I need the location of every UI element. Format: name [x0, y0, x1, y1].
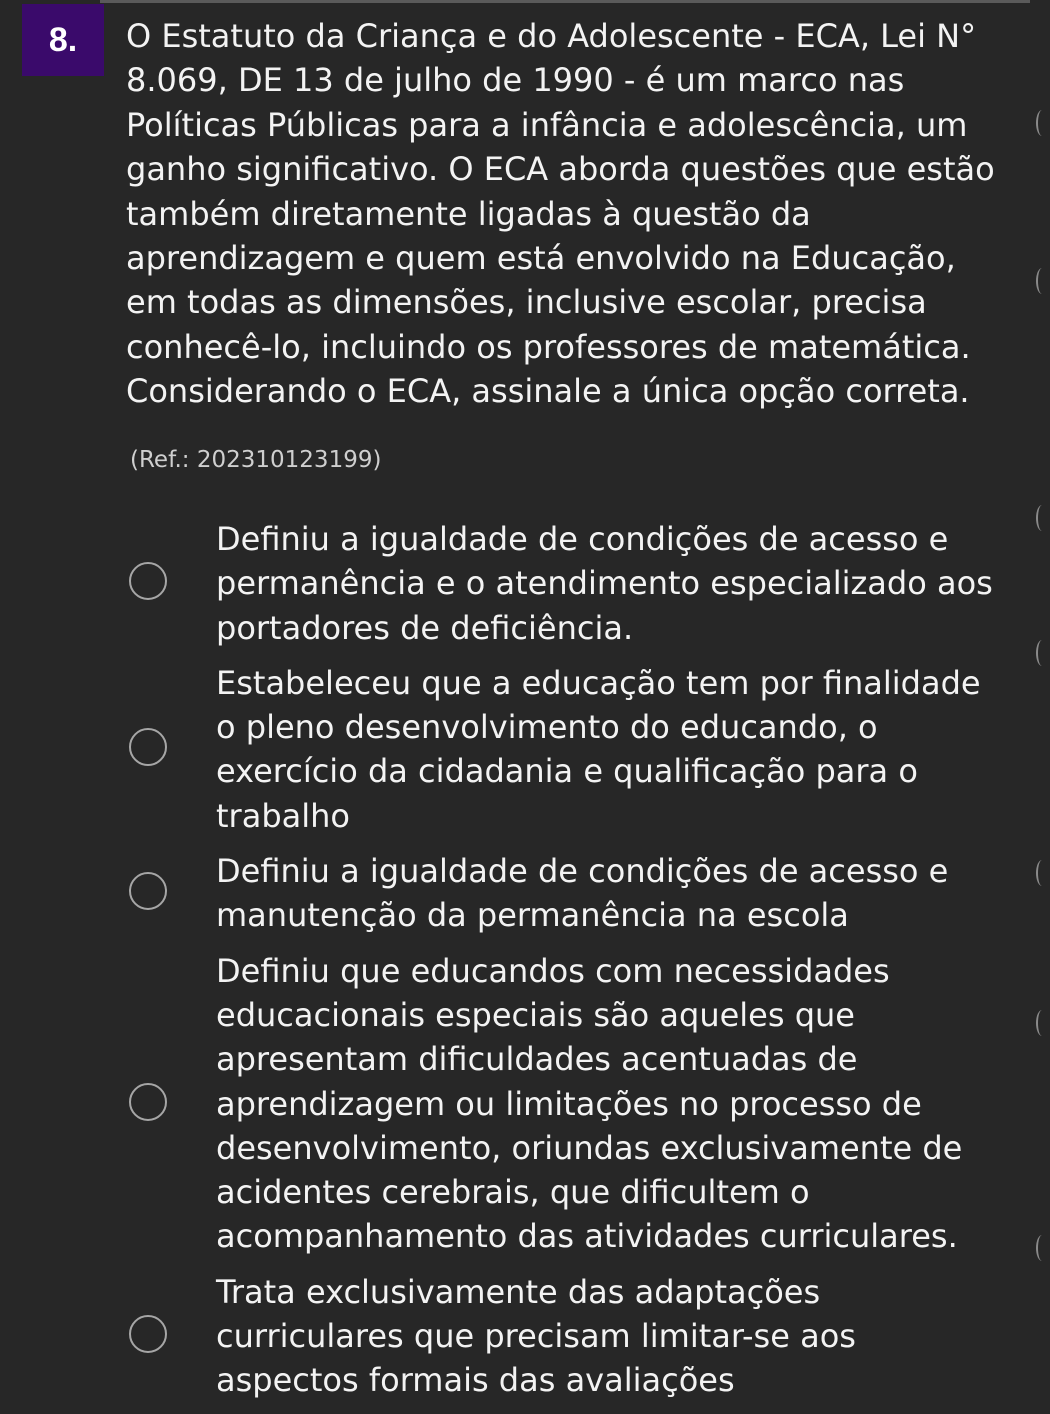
edge-artifact: [1036, 505, 1048, 531]
question-reference: (Ref.: 202310123199): [130, 447, 382, 473]
edge-artifact: [1036, 1010, 1048, 1036]
option-5-text: Trata exclusivamente das adaptações curriculares que precisam limitar-se aos aspectos formais das avaliações: [216, 1272, 856, 1400]
option-3-radio[interactable]: [129, 872, 167, 910]
option-4-radio[interactable]: [129, 1083, 167, 1121]
option-4[interactable]: [0, 949, 1040, 1259]
edge-artifact: [1036, 268, 1048, 294]
top-divider: [100, 0, 1030, 3]
option-5[interactable]: [0, 1270, 1040, 1403]
question-number-badge: 8.: [22, 4, 104, 76]
option-1-text: Definiu a igualdade de condições de acesso e permanência e o atendimento especializado aos portadores de deficiência.: [216, 520, 993, 647]
edge-artifact: [1036, 860, 1048, 886]
option-3[interactable]: [0, 849, 1040, 938]
option-1[interactable]: [0, 517, 1040, 650]
option-1-radio[interactable]: [129, 562, 167, 600]
edge-artifact: [1036, 110, 1048, 136]
option-3-text: Definiu a igualdade de condições de acesso e manutenção da permanência na escola: [216, 852, 949, 935]
option-2-radio[interactable]: [129, 728, 167, 766]
option-2-text: Estabeleceu que a educação tem por finalidade o pleno desenvolvimento do educando, o exercício da cidadania e qualificação para o trabalho: [216, 663, 981, 835]
question-text: O Estatuto da Criança e do Adolescente - ECA, Lei N° 8.069, DE 13 de julho de 1990 - é um marco nas Políticas Públicas para a infância e adolescência, um ganho significativo. O ECA aborda questões que estão também diretamente ligadas à questão da aprendizagem e quem está envolvido na Educação, em todas as dimensões, inclusive escolar, precisa conhecê-lo, incluindo os professores de matemática. Considerando o ECA, assinale a única opção correta.: [126, 17, 995, 411]
option-4-text: Definiu que educandos com necessidades educacionais especiais são aqueles que apresentam dificuldades acentuadas de aprendizagem ou limitações no processo de desenvolvimento, oriundas exclusivamente de acidentes cerebrais, que dificultem o acompanhamento das atividades curriculares.: [216, 951, 963, 1256]
option-5-radio[interactable]: [129, 1315, 167, 1353]
edge-artifact: [1036, 1235, 1048, 1261]
option-2[interactable]: [0, 661, 1040, 838]
answer-options: [0, 517, 1040, 1414]
edge-artifact: [1036, 640, 1048, 666]
